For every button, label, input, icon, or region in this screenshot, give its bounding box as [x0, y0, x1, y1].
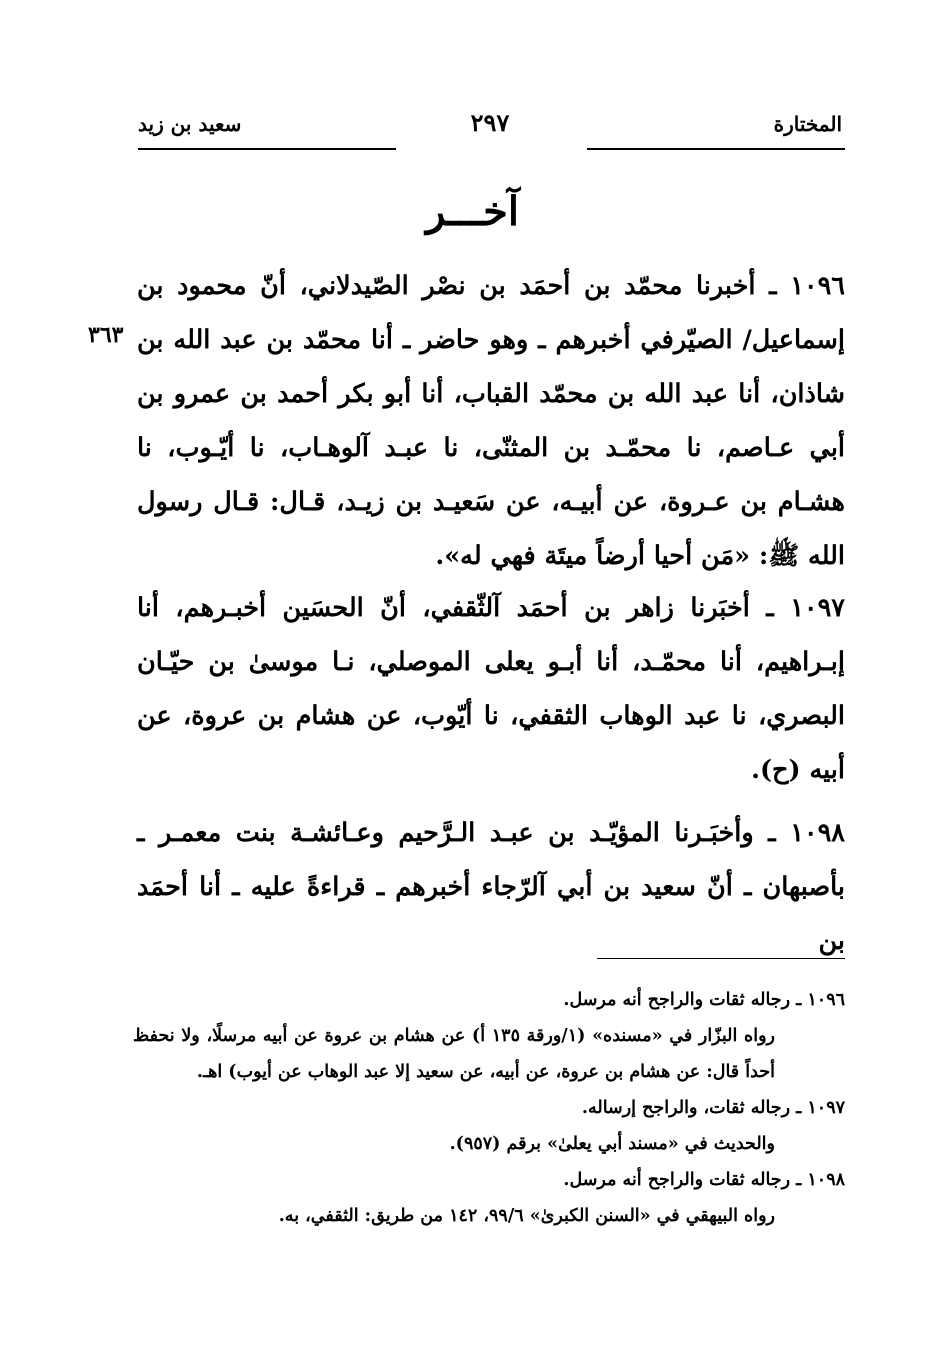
hadith-text: ـ أخبرنا محمّد بن أحمَد بن نصْر الصّيدلاني، أنّ محمود بن إسماعيل/ الصيّرفي أخبرهم ـ وهو حاضر ـ أنا محمّد بن عبد الله بن شاذان، أنا عبد الله بن محمّد القباب، أنا أبو بكر أحمد بن عمرو بن أبي عـاصم، نا محمّـد بن المثنّى، نا عبـد آلوهـاب، نا أيّـوب، نا هشـام بن عـروة، عن أبيـه، عن سَعيـد بن زيـد، قـال: قـال رسول الله ﷺ: «مَن أحيا أرضاً ميتَة فهي له».	[137, 271, 845, 571]
hadith-text: ـ أخبَرنا زاهر بن أحمَد آلثّقفي، أنّ الحسَين أخبـرهم، أنا إبـراهيم، أنا محمّـد، أنا أبـو يعلى الموصلي، نـا موسىٰ بن حيّـان البصري، نا عبد الوهاب الثقفي، نا أيّوب، عن هشام بن عروة، عن أبيه (ح).	[137, 593, 845, 785]
hadith-number: ١٠٩٨	[790, 818, 845, 848]
hadith-number: ١٠٩٧	[790, 593, 845, 623]
footnote-text: رواه البيهقي في «السنن الكبرىٰ» ٩٩/٦، ١٤٢ من طريق: الثقفي، به.	[278, 1206, 775, 1226]
footnote-heading: ١٠٩٨ ـ رجاله ثقات والراجح أنه مرسل.	[563, 1170, 845, 1190]
footnote-heading: ١٠٩٦ ـ رجاله ثقات والراجح أنه مرسل.	[563, 990, 845, 1010]
hadith-entry	[137, 581, 845, 797]
header-rule-right	[587, 148, 845, 150]
footnotes	[133, 982, 845, 1234]
hadith-entry	[137, 806, 845, 968]
margin-page-reference: ٣٦٣	[88, 322, 124, 348]
page-number: ٢٩٧	[470, 108, 510, 137]
header-rule-left	[138, 148, 396, 150]
footnote-text: رواه البزّار في «مسنده» (١/ورقة ١٣٥ أ) عن هشام بن عروة عن أبيه مرسلًا، ولا نحفظ أحداً قال: عن هشام بن عروة، عن أبيه، عن سعيد إلا عبد الوهاب عن أيوب) اهـ.	[133, 1026, 775, 1082]
hadith-entry	[137, 259, 845, 583]
running-header-companion: سعيد بن زيد	[138, 112, 242, 136]
running-header-book-title: المختارة	[773, 112, 842, 136]
footnote-separator	[597, 958, 845, 959]
hadith-number: ١٠٩٦	[790, 271, 845, 301]
section-title: آخـــر	[425, 188, 520, 235]
hadith-text: ـ وأخبَـرنا المؤيّـد بن عبـد الـرَّحيم وعـائشـة بنت معمـر ـ بأصبهان ـ أنّ سعيد بن أبي آلرّجاء أخبرهم ـ قراءةً عليه ـ أنا أحمَد بن	[137, 818, 845, 956]
footnote-text: والحديث في «مسند أبي يعلىٰ» برقم (٩٥٧).	[449, 1134, 775, 1154]
footnote-heading: ١٠٩٧ ـ رجاله ثقات، والراجح إرساله.	[581, 1098, 845, 1118]
